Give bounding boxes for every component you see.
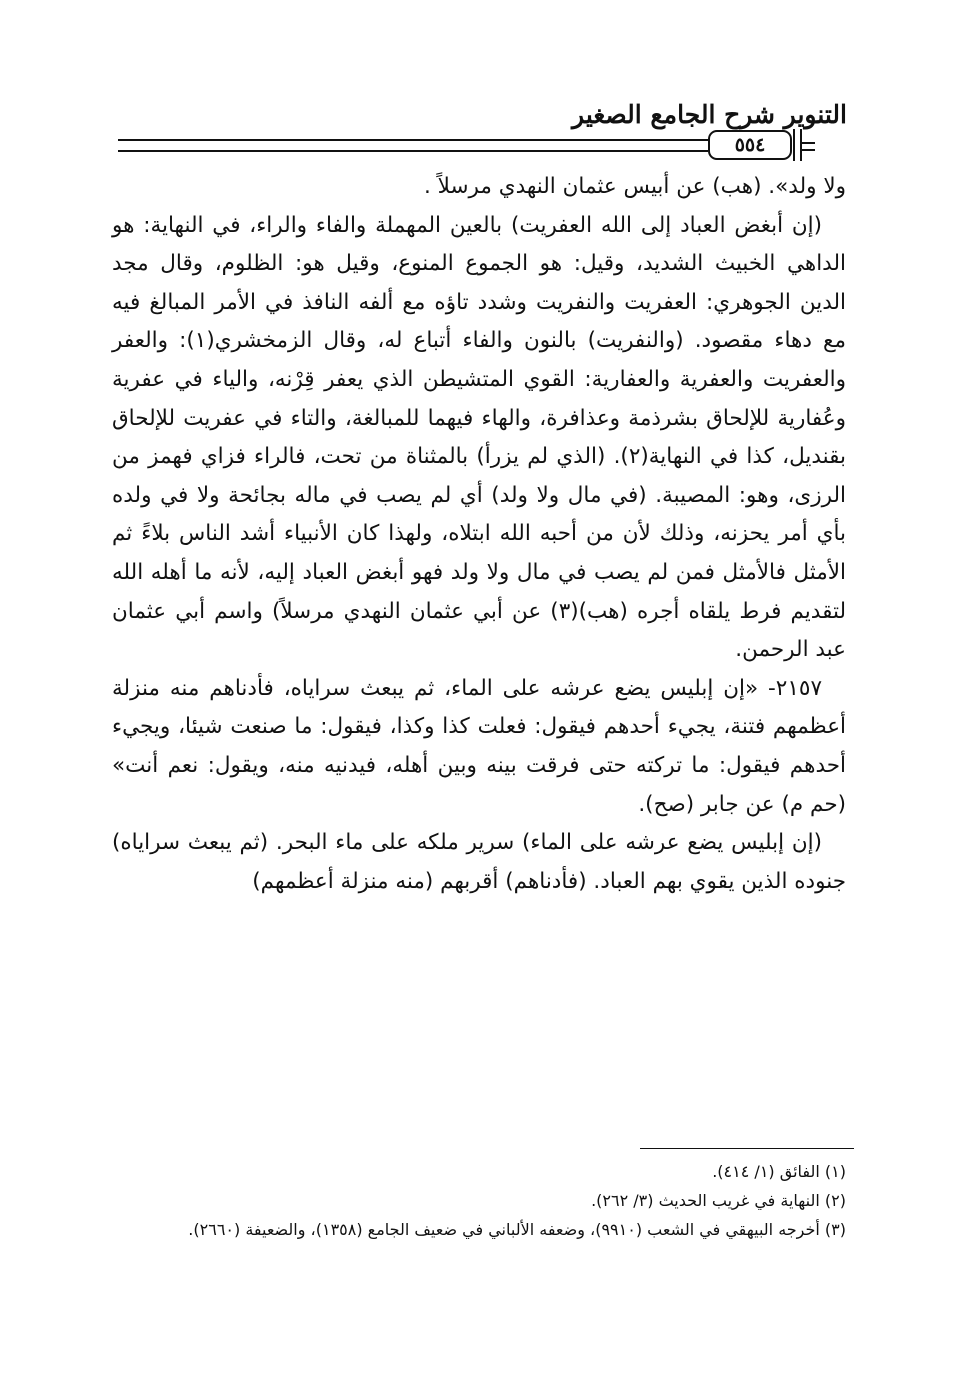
paragraph: (إن إبليس يضع عرشه على الماء) سرير ملكه على ماء البحر. (ثم يبعث سراياه) جنوده الذين يقوي بهم العباد. (فأدناهم) أقربهم (منه منزلة أعظمهم) xyxy=(112,830,846,894)
footnote: (١) الفائق (١/ ٤١٤). xyxy=(712,1162,846,1181)
header-rule-tail xyxy=(801,142,815,151)
paragraph: ٢١٥٧- «إن إبليس يضع عرشه على الماء، ثم يبعث سراياه، فأدناهم منه منزلة أعظمهم فتنة، يجيء أحدهم فيقول: فعلت كذا وكذا، فيقول: ما صنعت شيئا، ويجيء أحدهم فيقول: ما تركته حتى فرقت بينه وبين أهله، فيدنيه منه، ويقول: نعم أنت» (حم م) عن جابر (صح). xyxy=(112,675,846,817)
footnote-separator xyxy=(640,1148,854,1149)
running-head-title: التنوير شرح الجامع الصغير xyxy=(572,100,847,129)
header-double-rule xyxy=(118,139,708,152)
footnotes xyxy=(112,1157,846,1244)
paragraph: (إن أبغض العباد إلى الله العفريت) بالعين المهملة والفاء والراء، في النهاية: هو الداهي الخبيث الشديد، وقيل: هو الجموع المنوع، وقيل هو: الظلوم، وقال مجد الدين الجوهري: العفريت والنفريت وشدد تاؤه مع ألفه النافذ في الأمر المبالغ فيه مع دهاء مقصود. (والنفريت) بالنون والفاء أتباع له، وقال الزمخشري(١): والعفر والعفريت والعفرية والعفارية: القوي المتشيطن الذي يعفر قِرْنه، والياء في عفرية وعُفارية للإلحاق بشرذمة وعذافرة، والهاء فيهما للمبالغة، والتاء في عفريت للإلحاق بقنديل، كذا في النهاية(٢). (الذي لم يزرأ) بالمثناة من تحت، فالراء فزاي فهمز من الرزى، وهو: المصيبة. (في مال ولا ولد) أي لم يصب في ماله بجائحة ولا في ولده بأي أمر يحزنه، وذلك لأن من أحبه الله ابتلاه، ولهذا كان الأنبياء أشد الناس بلاءً ثم الأمثل فالأمثل فمن لم يصب في مال ولا ولد فهو أبغض العباد إليه، لأنه ما أهله الله لتقديم فرط يلقاه أجره (هب)(٣) عن أبي عثمان النهدي مرسلاً) واسم أبي عثمان عبد الرحمن. xyxy=(112,212,846,663)
footnote: (٢) النهاية في غريب الحديث (٣/ ٢٦٢). xyxy=(591,1191,846,1210)
footnote: (٣) أخرجه البيهقي في الشعب (٩٩١٠)، وضعفه الألباني في ضعيف الجامع (١٣٥٨)، والضعيفة (٢٦٦٠). xyxy=(188,1220,846,1239)
main-text xyxy=(112,168,846,901)
page-number: ٥٥٤ xyxy=(708,130,792,160)
paragraph: ولا ولد». (هب) عن أبيس عثمان النهدي مرسلاً . xyxy=(424,174,846,199)
